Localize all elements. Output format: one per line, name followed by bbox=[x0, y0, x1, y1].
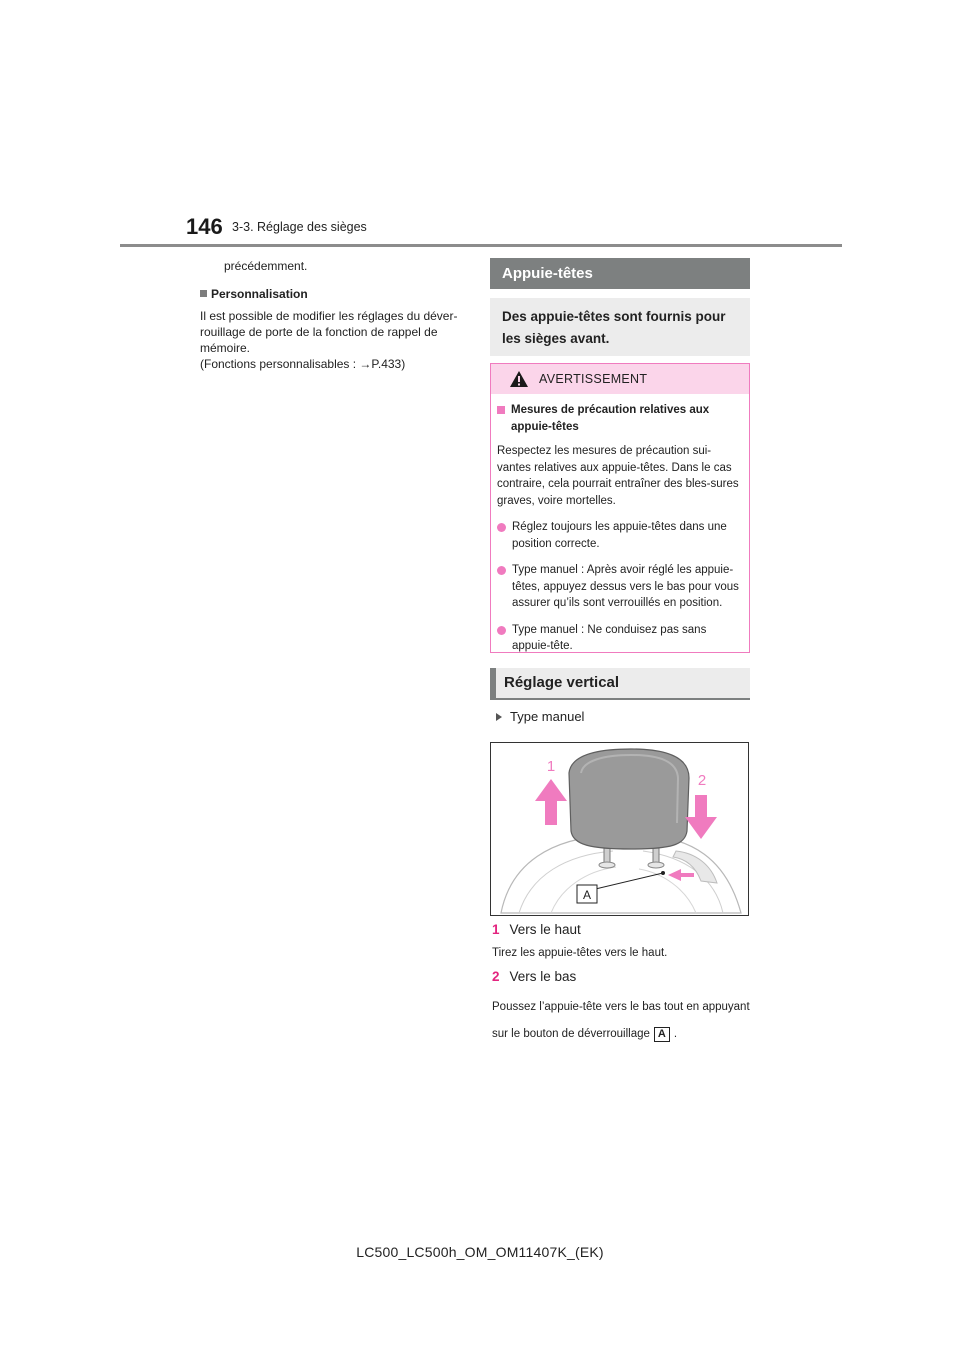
step-2 bbox=[492, 969, 576, 984]
vertical-adjustment-heading: Réglage vertical bbox=[490, 668, 750, 700]
triangle-bullet-icon bbox=[496, 713, 502, 721]
left-column bbox=[200, 256, 468, 372]
warning-subheading bbox=[497, 402, 743, 435]
bullet-dot-icon bbox=[497, 566, 506, 575]
warning-bullet-text: Réglez toujours les appuie-têtes dans une position correcte. bbox=[512, 521, 727, 550]
step-1 bbox=[492, 922, 581, 937]
warning-box bbox=[490, 363, 750, 653]
continuation-text: précédemment. bbox=[224, 259, 308, 273]
bullet-dot-icon bbox=[497, 523, 506, 532]
figure-label-a: A bbox=[582, 888, 592, 902]
headrests-intro: Des appuie-têtes sont fournis pour les sièges avant. bbox=[490, 298, 750, 356]
step-2-desc bbox=[492, 994, 754, 1048]
warning-bullet bbox=[497, 622, 743, 655]
warning-subheading-label: Mesures de précaution relatives aux appuie-têtes bbox=[511, 404, 710, 433]
header-rule bbox=[120, 244, 842, 247]
step-number: 2 bbox=[492, 969, 500, 984]
page-number: 146 bbox=[186, 214, 223, 239]
headrest-figure bbox=[490, 742, 749, 916]
figure-label-1: 1 bbox=[546, 758, 556, 775]
step-title: Vers le haut bbox=[509, 922, 581, 937]
step-number: 1 bbox=[492, 922, 500, 937]
headrests-heading: Appuie-têtes bbox=[490, 258, 750, 289]
section-title: 3-3. Réglage des sièges bbox=[232, 220, 367, 234]
square-bullet-icon bbox=[200, 290, 207, 297]
unlock-button-ref: A bbox=[654, 1027, 670, 1042]
warning-bullet bbox=[497, 519, 743, 552]
personalization-heading-label: Personnalisation bbox=[211, 287, 308, 301]
step-2-desc-end: . bbox=[673, 1028, 678, 1040]
step-title: Vers le bas bbox=[509, 969, 577, 984]
footer-doc-code: LC500_LC500h_OM_OM11407K_(EK) bbox=[356, 1244, 604, 1260]
personalization-ref[interactable]: (Fonctions personnalisables : →P.433) bbox=[200, 357, 406, 371]
arrow-up-icon bbox=[535, 779, 567, 825]
warning-paragraph: Respectez les mesures de précaution sui-vantes relatives aux appuie-têtes. Dans le cas contraire, cela pourrait entraîner des bles-sures graves, voire mortelles. bbox=[497, 445, 739, 507]
type-manual-line bbox=[496, 709, 584, 724]
warning-triangle-icon bbox=[509, 370, 529, 388]
warning-title: AVERTISSEMENT bbox=[539, 372, 648, 386]
type-manual-label: Type manuel bbox=[510, 709, 585, 724]
bullet-dot-icon bbox=[497, 626, 506, 635]
warning-header bbox=[491, 364, 749, 394]
warning-body bbox=[491, 394, 749, 655]
personalization-body: Il est possible de modifier les réglages du déver-rouillage de porte de la fonction de rappel de mémoire. bbox=[200, 309, 458, 355]
figure-label-2: 2 bbox=[697, 772, 707, 789]
step-1-desc: Tirez les appuie-têtes vers le haut. bbox=[492, 947, 668, 959]
square-bullet-icon bbox=[497, 406, 505, 414]
personalization-heading bbox=[200, 286, 468, 302]
warning-bullet-text: Type manuel : Après avoir réglé les appuie-têtes, appuyez dessus vers le bas pour vous assurer qu’ils sont verrouillés en position. bbox=[512, 564, 739, 609]
warning-bullet-text: Type manuel : Ne conduisez pas sans appuie-tête. bbox=[512, 623, 707, 652]
arrow-down-icon bbox=[685, 795, 717, 839]
step-2-desc-text: Poussez l’appuie-tête vers le bas tout en appuyant sur le bouton de déverrouillage bbox=[492, 1001, 750, 1040]
headrest-illustration bbox=[491, 743, 748, 915]
warning-bullet bbox=[497, 562, 743, 612]
